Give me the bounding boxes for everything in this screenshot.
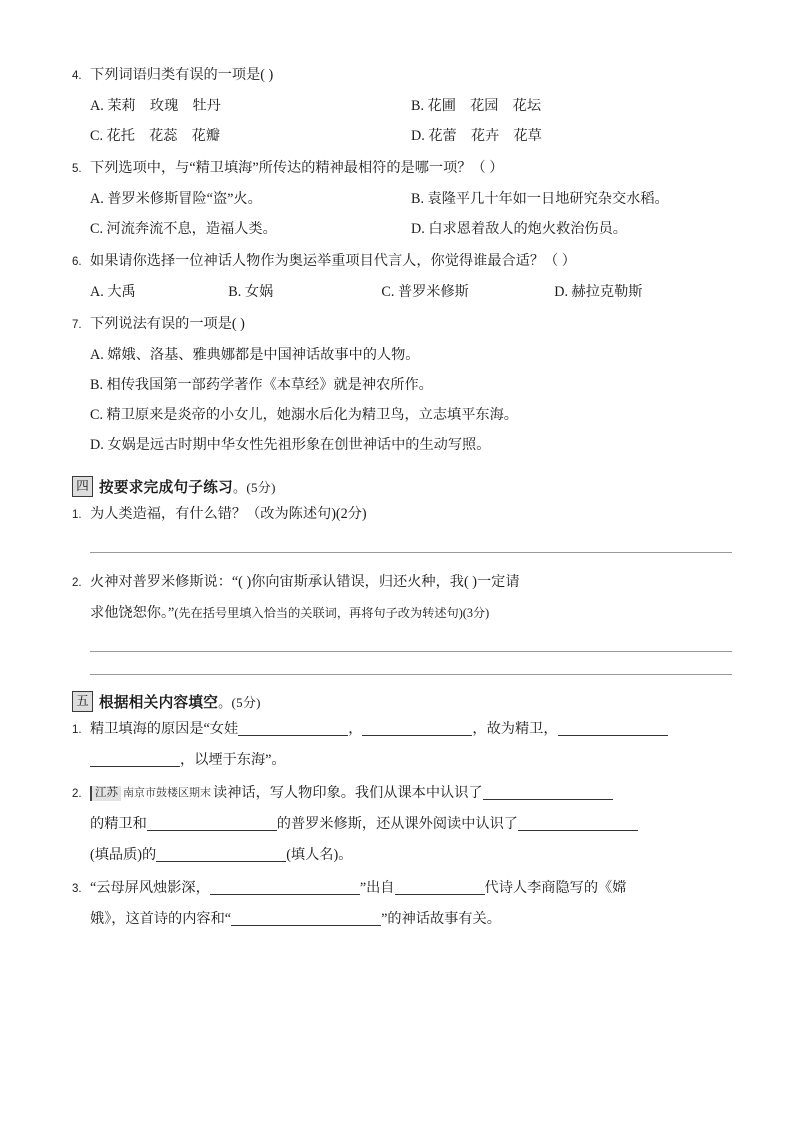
- item-text-tail: ，以堙于东海”。: [180, 752, 286, 768]
- option-a[interactable]: A. 大禹: [90, 284, 136, 300]
- option-d[interactable]: D. 女娲是远古时期中华女性先祖形象在创世神话中的生动写照。: [90, 437, 491, 453]
- option-c[interactable]: C. 花托 花蕊 花瓣: [90, 128, 221, 144]
- question-stem: 如果请你选择一位神话人物作为奥运举重项目代言人，你觉得谁最合适？（ ）: [90, 253, 576, 269]
- fill-blank[interactable]: [483, 799, 613, 800]
- item-text: 为人类造福，有什么错？（改为陈述句)(2分): [90, 506, 367, 522]
- item-text-pre: (填品质)的: [90, 847, 157, 863]
- question-4: [72, 60, 732, 151]
- item-text-line2: [72, 598, 732, 629]
- section-title-text: 按要求完成句子练习: [99, 480, 234, 496]
- option-row: [72, 214, 732, 244]
- item-text-line2: [72, 904, 732, 935]
- option-a[interactable]: A. 茉莉 玫瑰 牡丹: [90, 98, 221, 114]
- item-text-mid: ，: [348, 721, 363, 737]
- item-text: 读神话，写人物印象。我们从课本中认识了: [213, 785, 483, 801]
- option-row: [72, 184, 732, 214]
- section-five-item-3: [72, 873, 732, 935]
- item-text-line2: [72, 745, 732, 776]
- section-four-header: [72, 476, 732, 497]
- section-title: [99, 476, 276, 497]
- option-b[interactable]: B. 袁隆平几十年如一日地研究杂交水稻。: [411, 191, 669, 207]
- item-text-pre: “云母屏风烛影深，: [90, 880, 210, 896]
- item-number: 2.: [72, 577, 82, 589]
- option-b[interactable]: B. 相传我国第一部药学著作《本草经》就是神农所作。: [90, 377, 433, 393]
- option-row: [72, 121, 732, 151]
- item-number: 1.: [72, 724, 82, 736]
- section-four-item-1: [72, 499, 732, 553]
- question-number: 5.: [72, 163, 82, 175]
- question-6: [72, 246, 732, 307]
- fill-blank[interactable]: [558, 735, 668, 736]
- fill-blank[interactable]: [156, 861, 286, 862]
- section-title-text: 根据相关内容填空: [99, 695, 219, 711]
- fill-blank[interactable]: [362, 735, 472, 736]
- fill-blank[interactable]: [210, 894, 360, 895]
- section-score: 。(5分): [218, 695, 261, 710]
- fill-blank[interactable]: [395, 894, 485, 895]
- section-title: [99, 691, 261, 712]
- question-number: 7.: [72, 319, 82, 331]
- item-text-line2-main: 求他饶恕你。”: [90, 605, 175, 621]
- question-stem: 下列词语归类有误的一项是( ): [90, 67, 274, 83]
- item-number: 2.: [72, 788, 82, 800]
- item-text-mid: ”出自: [359, 880, 395, 896]
- section-five-header: [72, 691, 732, 712]
- section-score: 。(5分): [233, 480, 276, 495]
- item-text-mid: 的普罗米修斯，还从课外阅读中认识了: [276, 816, 518, 832]
- item-number: 1.: [72, 509, 82, 521]
- item-text-pre: 娥》，这首诗的内容和“: [90, 911, 232, 927]
- option-d[interactable]: D. 赫拉克勒斯: [554, 284, 643, 300]
- fill-blank[interactable]: [518, 830, 638, 831]
- fill-blank[interactable]: [90, 766, 180, 767]
- option-row: [72, 277, 732, 307]
- question-number: 4.: [72, 70, 82, 82]
- item-text-line1: 火神对普罗米修斯说：“( )你向宙斯承认错误，归还火种，我( )一定请: [90, 574, 520, 590]
- question-number: 6.: [72, 256, 82, 268]
- region-tag: 江苏: [90, 786, 121, 801]
- item-text-line1: [90, 714, 732, 744]
- item-number: 3.: [72, 883, 82, 895]
- item-text-pre: 的精卫和: [90, 816, 147, 832]
- question-stem: 下列选项中，与“精卫填海”所传达的精神最相符的是哪一项？（ ）: [90, 160, 504, 176]
- option-d[interactable]: D. 白求恩着敌人的炮火救治伤员。: [411, 221, 627, 237]
- item-text-line2-note: (先在括号里填入恰当的关联词，再将句子改为转述句)(3分): [174, 606, 490, 620]
- section-marker: 四: [72, 476, 93, 497]
- item-text-line2: [72, 809, 732, 840]
- item-text-line3: [72, 840, 732, 871]
- question-5: [72, 153, 732, 244]
- item-text-mid2: 代诗人李商隐写的《嫦: [484, 880, 627, 896]
- option-c[interactable]: C. 精卫原来是炎帝的小女儿，她溺水后化为精卫鸟，立志填平东海。: [90, 407, 518, 423]
- section-marker: 五: [72, 691, 93, 712]
- item-text-line1: [90, 778, 732, 808]
- option-row: [72, 91, 732, 121]
- fill-blank[interactable]: [147, 830, 277, 831]
- source-tag: 南京市鼓楼区期末: [123, 787, 211, 799]
- answer-line[interactable]: [90, 674, 732, 675]
- fill-blank[interactable]: [238, 735, 348, 736]
- option-d[interactable]: D. 花蕾 花卉 花草: [411, 128, 542, 144]
- worksheet-content: [72, 60, 732, 937]
- section-five-item-1: [72, 714, 732, 776]
- question-7: [72, 309, 732, 460]
- item-text-tail: (填人名)。: [286, 847, 353, 863]
- option-c[interactable]: C. 普罗米修斯: [381, 284, 469, 300]
- answer-line[interactable]: [90, 552, 732, 553]
- item-text-mid2: ，故为精卫，: [472, 721, 558, 737]
- section-five-item-2: [72, 778, 732, 871]
- option-a[interactable]: A. 普罗米修斯冒险“盗”火。: [90, 191, 262, 207]
- section-four-item-2: [72, 567, 732, 675]
- item-text-tail: ”的神话故事有关。: [381, 911, 501, 927]
- answer-line[interactable]: [90, 651, 732, 652]
- question-stem: 下列说法有误的一项是( ): [90, 316, 245, 332]
- option-b[interactable]: B. 女娲: [228, 284, 274, 300]
- option-b[interactable]: B. 花圃 花园 花坛: [411, 98, 542, 114]
- option-c[interactable]: C. 河流奔流不息，造福人类。: [90, 221, 277, 237]
- option-a[interactable]: A. 嫦娥、洛基、雅典娜都是中国神话故事中的人物。: [90, 347, 420, 363]
- item-text-line1: [90, 873, 732, 903]
- item-text-pre: 精卫填海的原因是“女娃: [90, 721, 239, 737]
- fill-blank[interactable]: [231, 925, 381, 926]
